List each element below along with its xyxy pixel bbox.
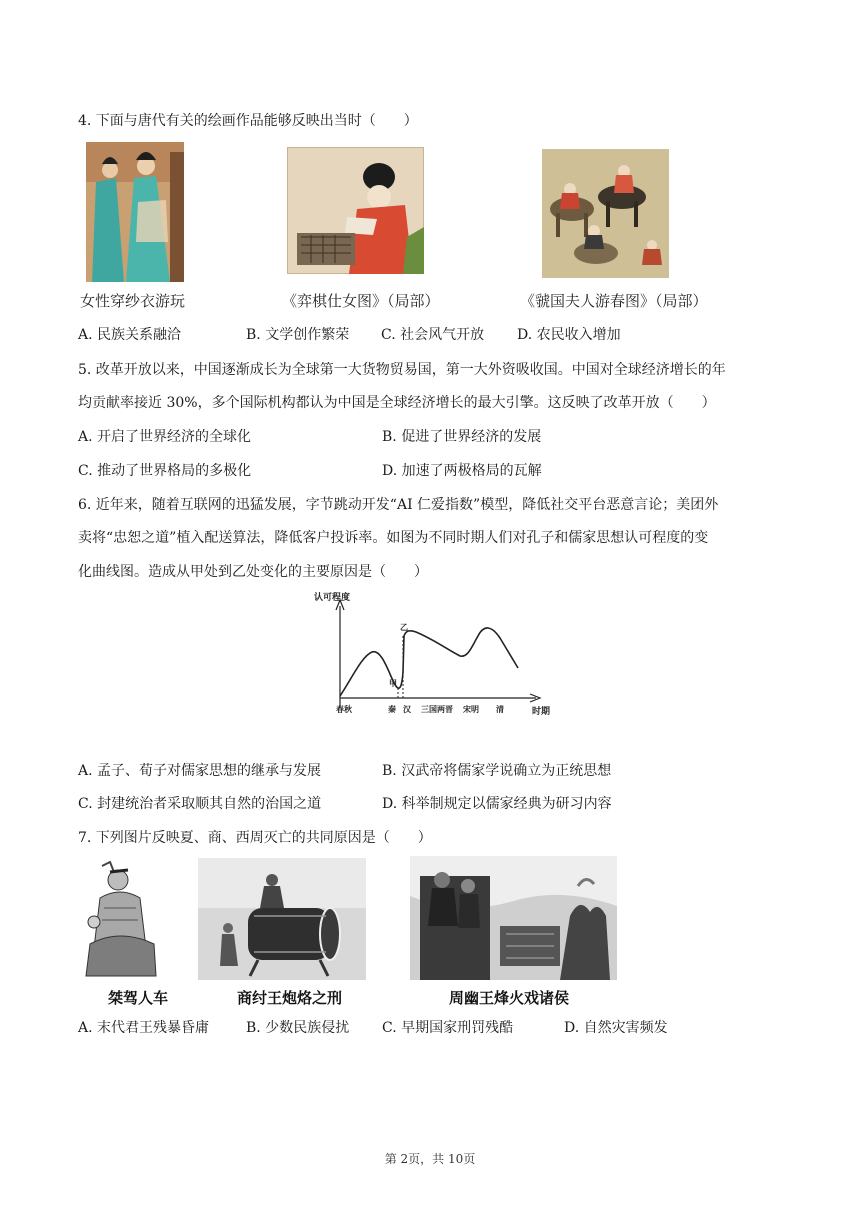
painting-women-gauze: [86, 142, 184, 282]
x-tick-label: 秦: [388, 704, 396, 714]
q7-option-b[interactable]: B. 少数民族侵扰: [246, 1020, 350, 1036]
y-axis-label: 认可程度: [314, 593, 351, 603]
acceptance-curve-chart: [300, 588, 560, 738]
x-axis-label: 时期: [532, 707, 551, 717]
painting-lady-guoguo: [542, 149, 669, 278]
q7-stem: 7. 下列图片反映夏、商、西周灭亡的共同原因是（ ）: [78, 830, 432, 846]
q7-caption-3: 周幽王烽火戏诸侯: [449, 989, 570, 1007]
x-tick-label: 宋明: [463, 704, 479, 714]
x-tick-label: 清: [496, 704, 504, 714]
q6-stem-line-2: 卖将“忠恕之道”植入配送算法，降低客户投诉率。如图为不同时期人们对孔子和儒家思想认可程度的变: [78, 530, 709, 546]
q6-option-d[interactable]: D. 科举制规定以儒家经典为研习内容: [382, 796, 612, 812]
q4-stem: 4. 下面与唐代有关的绘画作品能够反映出当时（ ）: [78, 113, 418, 129]
q6-stem-line-3: 化曲线图。造成从甲处到乙处变化的主要原因是（ ）: [78, 564, 428, 580]
q5-option-d[interactable]: D. 加速了两极格局的瓦解: [382, 463, 542, 479]
q5-stem-line-2: 均贡献率接近 30%，多个国际机构都认为中国是全球经济增长的最大引擎。这反映了改革开放（ ）: [78, 395, 716, 411]
q4-option-b[interactable]: B. 文学创作繁荣: [246, 327, 350, 343]
q5-option-b[interactable]: B. 促进了世界经济的发展: [382, 429, 542, 445]
q6-option-c[interactable]: C. 封建统治者采取顺其自然的治国之道: [78, 796, 322, 812]
q7-option-a[interactable]: A. 末代君王残暴昏庸: [78, 1020, 210, 1036]
point-label-yi: 乙: [400, 622, 408, 632]
q5-option-a[interactable]: A. 开启了世界经济的全球化: [78, 429, 252, 445]
x-tick-label: 三国两晋: [421, 704, 453, 714]
picture-zhou-youwang-beacon: [410, 856, 617, 980]
q6-option-a[interactable]: A. 孟子、荀子对儒家思想的继承与发展: [78, 763, 322, 779]
q7-option-c[interactable]: C. 早期国家刑罚残酷: [382, 1020, 514, 1036]
q7-option-d[interactable]: D. 自然灾害频发: [564, 1020, 668, 1036]
q4-caption-1: 女性穿纱衣游玩: [80, 292, 186, 310]
q5-stem-line-1: 5. 改革开放以来，中国逐渐成长为全球第一大货物贸易国，第一大外资吸收国。中国对全球经济增长的年: [78, 362, 726, 378]
q4-caption-2: 《弈棋仕女图》（局部）: [282, 292, 440, 310]
q6-stem-line-1: 6. 近年来，随着互联网的迅猛发展，字节跳动开发“AI 仁爱指数”模型，降低社交平台恶意言论；美团外: [78, 497, 719, 513]
x-tick-label: 春秋: [336, 704, 352, 714]
series-curve: [340, 628, 518, 696]
picture-shang-zhou-paoluo: [198, 858, 366, 980]
q4-option-d[interactable]: D. 农民收入增加: [517, 327, 621, 343]
q7-caption-1: 桀驾人车: [108, 989, 169, 1007]
q5-option-c[interactable]: C. 推动了世界格局的多极化: [78, 463, 252, 479]
picture-jie-human-cart: [80, 858, 162, 980]
q4-option-c[interactable]: C. 社会风气开放: [381, 327, 485, 343]
q7-caption-2: 商纣王炮烙之刑: [237, 989, 343, 1007]
page-number: 第 2页，共 10页: [384, 1152, 476, 1166]
q6-option-b[interactable]: B. 汉武帝将儒家学说确立为正统思想: [382, 763, 612, 779]
q4-option-a[interactable]: A. 民族关系融洽: [78, 327, 182, 343]
q4-caption-3: 《虢国夫人游春图》（局部）: [520, 292, 708, 310]
x-tick-label: 汉: [403, 704, 411, 714]
point-label-jia: 甲: [389, 678, 397, 688]
painting-weiqi-lady: [287, 147, 424, 274]
